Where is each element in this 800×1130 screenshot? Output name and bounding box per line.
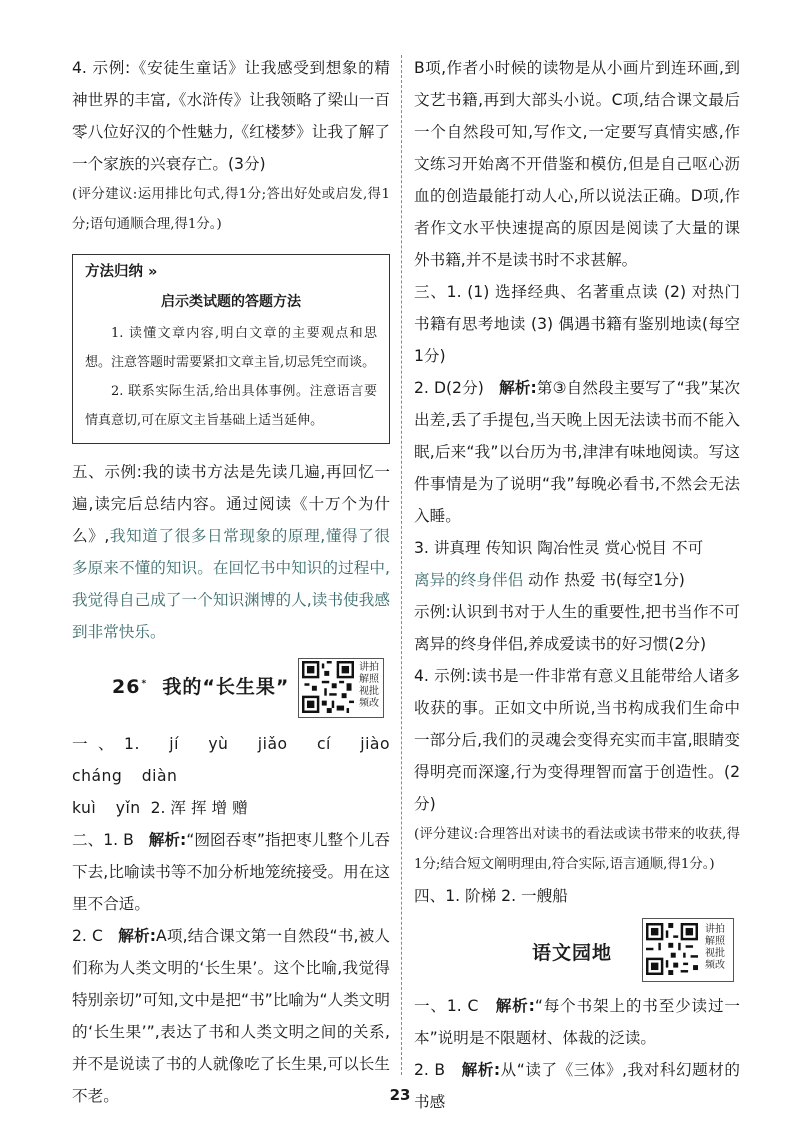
answer-s1-pinyin: 一、1. jí yù jiǎo cí jiào cháng diàn <box>72 735 390 785</box>
lesson-26-header <box>72 658 390 722</box>
method-summary-point-2: 2. 联系实际生活,给出具体事例。注意语言要情真意切,可在原文主旨基础上适当延伸。 <box>85 384 377 428</box>
answer-s3-q4: 4. 示例:读书是一件非常有意义且能带给人诸多收获的事。正如文中所说,当书构成我们生命中一部分后,我们的灵魂会变得充实而丰富,眼睛变得明亮而深邃,行为变得理智而富于创造性。(2分) <box>414 667 740 813</box>
answer-s3-q3-example: 示例:认识到书对于人生的重要性,把书当作不可离异的终身伴侣,养成爱读书的好习惯(2分) <box>414 603 740 653</box>
garden-title: 语文园地 <box>532 942 613 964</box>
method-summary-point-1: 1. 读懂文章内容,明白文章的主要观点和思想。注意答题时需要紧扣文章主旨,切忌凭空而谈。 <box>85 326 377 370</box>
answer-s3-q4-scoring-note: (评分建议:合理答出对读书的看法或读书带来的收获,得1分;结合短文阐明理由,符合实际,语言通顺,得1分。) <box>414 827 740 872</box>
answer-section-5: 五、示例:我的读书方法是先读几遍,再回忆一遍,读完后总结内容。通过阅读《十万个为什么》,我知道了很多日常现象的原理,懂得了很多原来不懂的知识。在回忆书中知识的过程中,我觉得自己成了一个知识渊博的人,读书使我感到非常快乐。 <box>72 463 390 641</box>
answer-s2-q1: 二、1. B 解析:“囫囵吞枣”指把枣儿整个儿吞下去,比喻读书等不加分析地笼统接受。用在这里不合适。 <box>72 831 390 913</box>
column-divider <box>401 55 402 1075</box>
method-summary-title: 方法归纳 » <box>85 264 158 280</box>
answer-s1-line2: kuì yǐn 2. 浑 挥 增 赠 <box>72 799 248 817</box>
answer-s2-q2-continued: B项,作者小时候的读物是从小画片到连环画,到文艺书籍,再到大部头小说。C项,结合课文最后一个自然段可知,写作文,一定要写真情实感,作文练习开始离不开借鉴和模仿,但是自己呕心沥血的创造最能打动人心,所以说法正确。D项,作者作文水平快速提高的原因是阅读了大量的课外书籍,并不是读书时不求甚解。 <box>414 59 740 269</box>
lesson-title: 26* 我的“长生果” <box>112 676 290 698</box>
answer-garden-q2: 2. B 解析:从“读了《三体》,我对科幻题材的书感 <box>414 1061 740 1111</box>
page-number: 23 <box>389 1086 411 1104</box>
qr-code-icon[interactable] <box>302 661 354 713</box>
answer-q4: 4. 示例:《安徒生童话》让我感受到想象的精神世界的丰富,《水浒传》让我领略了梁山一百零八位好汉的个性魅力,《红楼梦》让我了解了一个家族的兴衰存亡。(3分) <box>72 59 390 173</box>
answer-s2-q2: 2. C 解析:A项,结合课文第一自然段“书,被人们称为人类文明的‘长生果’。这个比喻,我觉得特别亲切”可知,文中是把“书”比喻为“人类文明的‘长生果’”,表达了书和人类文明之间的关系,并不是说读了书的人就像吃了长生果,可以长生不老。 <box>72 927 390 1105</box>
qr-label: 讲拍解照视批频改 <box>359 662 379 709</box>
answer-q4-scoring-note: (评分建议:运用排比句式,得1分;答出好处或启发,得1分;语句通顺合理,得1分。) <box>72 187 390 232</box>
right-column <box>414 52 740 1118</box>
method-summary-box <box>72 254 390 444</box>
qr-label: 讲拍解照视批频改 <box>705 924 725 971</box>
garden-header <box>414 916 740 986</box>
answer-garden-q1: 一、1. C 解析:“每个书架上的书至少读过一本”说明是不限题材、体裁的泛读。 <box>414 997 740 1047</box>
answer-s3-q3: 3. 讲真理 传知识 陶冶性灵 赏心悦目 不可 离异的终身伴侣 动作 热爱 书(每空1分) <box>414 539 704 589</box>
answer-s3-q2: 2. D(2分) 解析:第③自然段主要写了“我”某次出差,丢了手提包,当天晚上因无法读书而不能入眠,后来“我”以台历为书,津津有味地阅读。写这件事情是为了说明“我”每晚必看书,不然会无法入睡。 <box>414 379 740 525</box>
answer-s3-q1: 三、1. (1) 选择经典、名著重点读 (2) 对热门书籍有思考地读 (3) 偶遇书籍有鉴别地读(每空1分) <box>414 283 740 365</box>
qr-code-icon[interactable] <box>646 923 698 975</box>
method-summary-subtitle: 启示类试题的答题方法 <box>161 294 301 310</box>
left-column <box>72 52 390 1112</box>
answer-s4: 四、1. 阶梯 2. 一艘船 <box>414 887 568 905</box>
